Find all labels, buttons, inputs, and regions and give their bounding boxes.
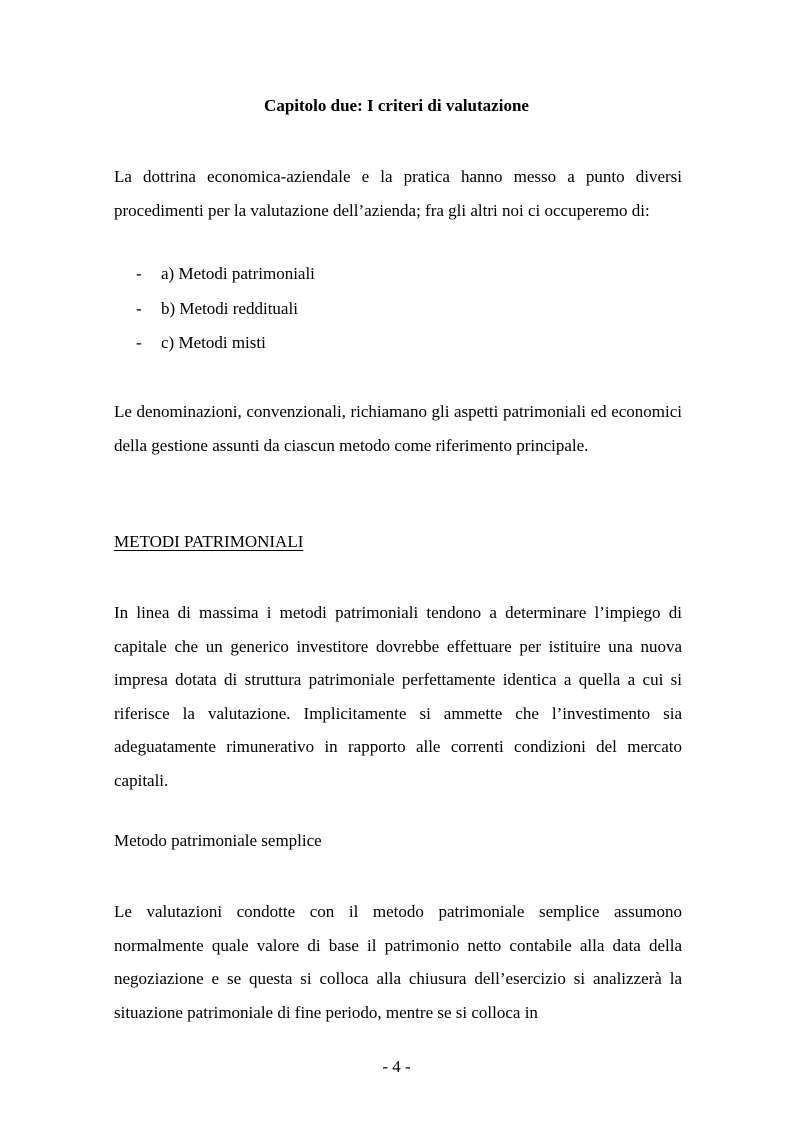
list-item <box>136 326 315 361</box>
section-heading: METODI PATRIMONIALI <box>114 532 304 551</box>
list-item <box>136 257 315 292</box>
linea-paragraph: In linea di massima i metodi patrimoniali tendono a determinare l’impiego di capitale che un generico investitore dovrebbe effettuare per istituire una nuova impresa dotata di struttura patrimoniale perfettamente identica a quella a cui si riferisce la valutazione. Implicitamente si ammette che l’investimento sia adeguatamente rimunerativo in rapporto alle correnti condizioni del mercato capitali. <box>114 603 682 790</box>
intro-paragraph: La dottrina economica-aziendale e la pratica hanno messo a punto diversi procedimenti per la valutazione dell’azienda; fra gli altri noi ci occuperemo di: <box>114 167 682 220</box>
denominazioni-paragraph: Le denominazioni, convenzionali, richiamano gli aspetti patrimoniali ed economici della gestione assunti da ciascun metodo come riferimento principale. <box>114 402 682 455</box>
methods-list <box>136 257 315 361</box>
page-number: - 4 - <box>382 1057 411 1076</box>
valutazioni-paragraph: Le valutazioni condotte con il metodo patrimoniale semplice assumono normalmente quale valore di base il patrimonio netto contabile alla data della negoziazione e se questa si colloca alla chiusura dell’esercizio si analizzerà la situazione patrimoniale di fine periodo, mentre se si colloca in <box>114 902 682 1022</box>
list-item-text: b) Metodi reddituali <box>161 298 298 318</box>
list-marker: - <box>136 333 142 352</box>
list-item <box>136 292 315 327</box>
list-item-text: c) Metodi misti <box>161 333 266 352</box>
list-item-text: a) Metodi patrimoniali <box>161 264 315 283</box>
chapter-title: Capitolo due: I criteri di valutazione <box>264 96 529 115</box>
subsection-heading: Metodo patrimoniale semplice <box>114 831 322 850</box>
list-marker: - <box>136 264 142 283</box>
list-marker: - <box>136 298 142 318</box>
